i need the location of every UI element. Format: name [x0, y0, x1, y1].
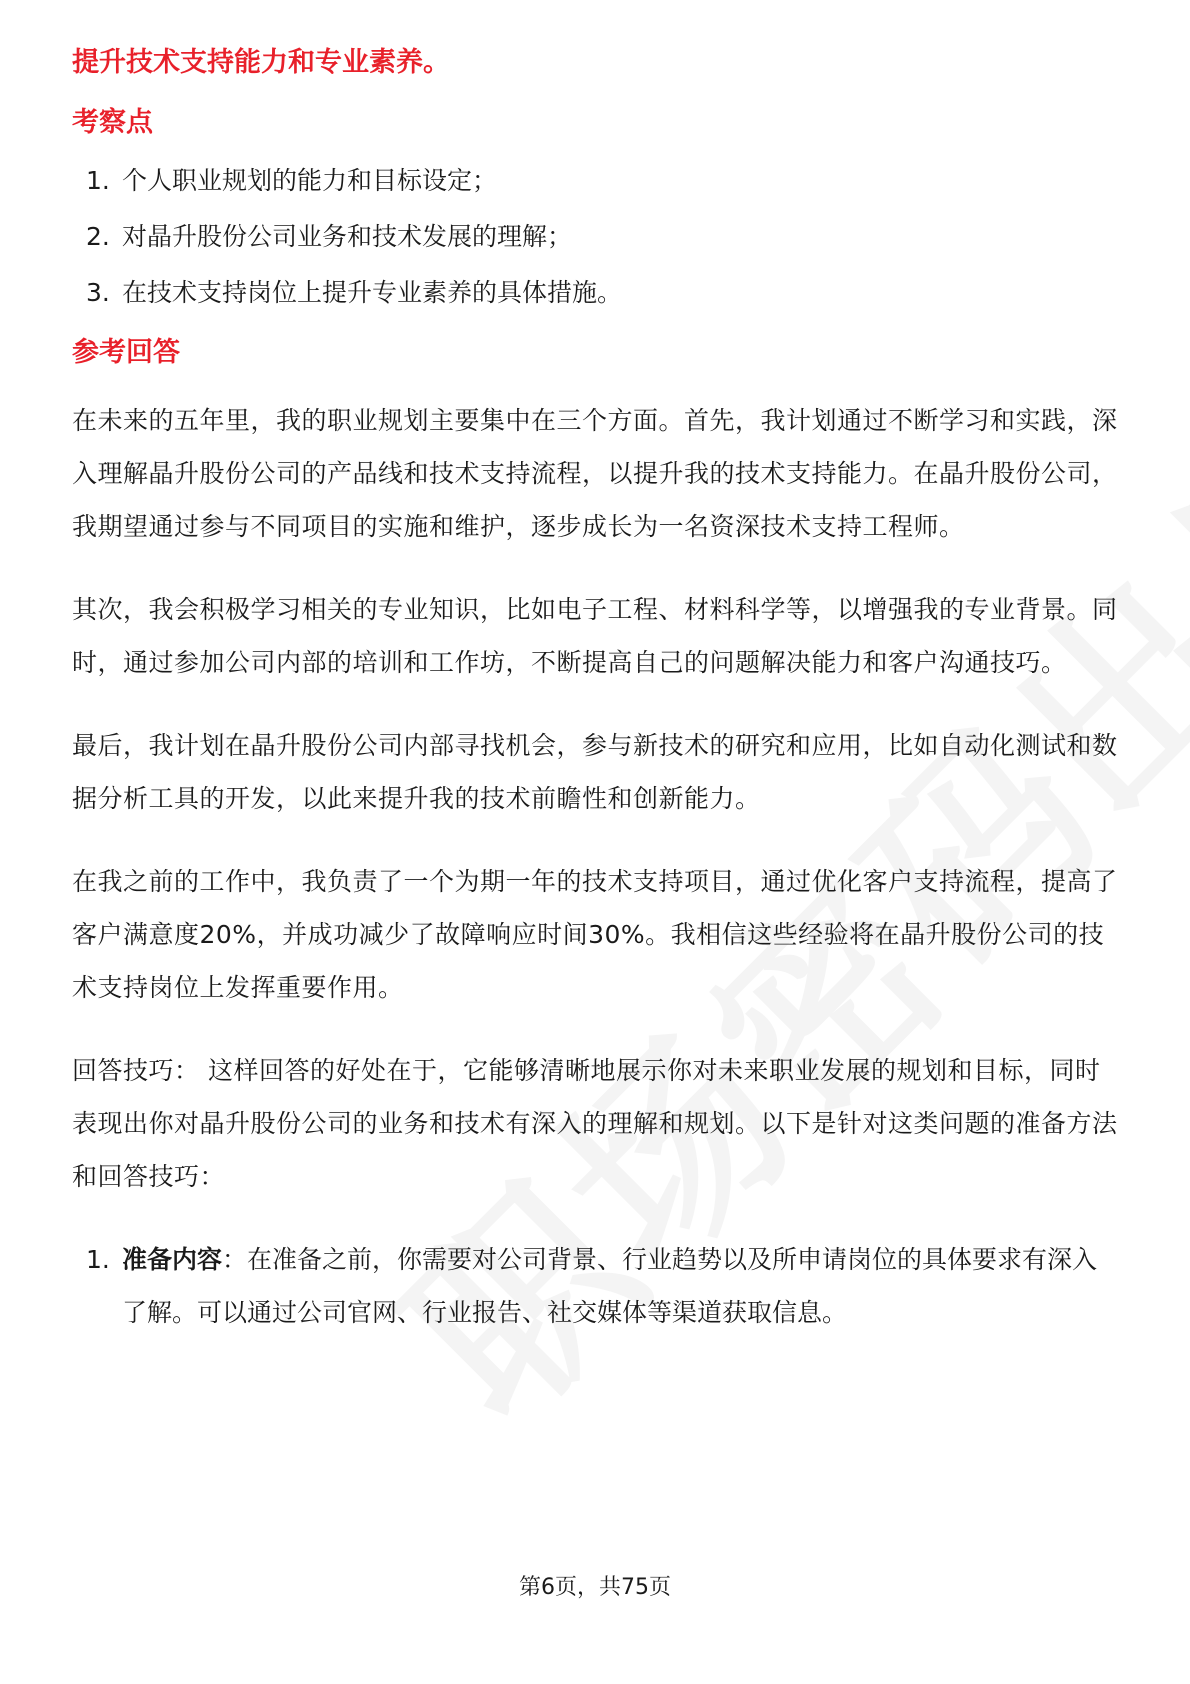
- tip-label: 准备内容: [122, 1245, 223, 1274]
- page-footer: 第6页，共75页: [519, 1575, 671, 1600]
- list-number: 3.: [86, 278, 110, 307]
- heading-points: 考察点: [72, 107, 153, 138]
- heading-answer: 参考回答: [72, 337, 180, 368]
- list-number: 1.: [86, 1245, 110, 1274]
- list-item: [72, 1233, 1122, 1339]
- answer-tips-paragraph: 回答技巧： 这样回答的好处在于，它能够清晰地展示你对未来职业发展的规划和目标，同时表现出你对晶升股份公司的业务和技术有深入的理解和规划。以下是针对这类问题的准备方法和回答技巧：: [72, 1056, 1118, 1191]
- list-item-text: 在技术支持岗位上提升专业素养的具体措施。: [122, 278, 623, 307]
- answer-paragraph: 在未来的五年里，我的职业规划主要集中在三个方面。首先，我计划通过不断学习和实践，深入理解晶升股份公司的产品线和技术支持流程，以提升我的技术支持能力。在晶升股份公司，我期望通过参与不同项目的实施和维护，逐步成长为一名资深技术支持工程师。: [72, 406, 1118, 541]
- answer-paragraph: 在我之前的工作中，我负责了一个为期一年的技术支持项目，通过优化客户支持流程，提高了客户满意度20%，并成功减少了故障响应时间30%。我相信这些经验将在晶升股份公司的技术支持岗位上发挥重要作用。: [72, 867, 1118, 1002]
- list-item-text: 对晶升股份公司业务和技术发展的理解；: [122, 222, 573, 251]
- answer-paragraph: 最后，我计划在晶升股份公司内部寻找机会，参与新技术的研究和应用，比如自动化测试和数据分析工具的开发，以此来提升我的技术前瞻性和创新能力。: [72, 731, 1118, 813]
- list-number: 2.: [86, 222, 110, 251]
- document-page: [72, 44, 1122, 1339]
- list-item: [72, 164, 1122, 198]
- tips-list: [72, 1233, 1122, 1339]
- tip-text: ：在准备之前，你需要对公司背景、行业趋势以及所申请岗位的具体要求有深入了解。可以通过公司官网、行业报告、社交媒体等渠道获取信息。: [122, 1245, 1098, 1327]
- list-item: [72, 276, 1122, 310]
- continued-line: 提升技术支持能力和专业素养。: [72, 47, 450, 78]
- points-list: [72, 164, 1122, 310]
- list-item: [72, 220, 1122, 254]
- list-item-text: 个人职业规划的能力和目标设定；: [122, 166, 498, 195]
- answer-paragraph: 其次，我会积极学习相关的专业知识，比如电子工程、材料科学等，以增强我的专业背景。同时，通过参加公司内部的培训和工作坊，不断提高自己的问题解决能力和客户沟通技巧。: [72, 595, 1118, 677]
- list-number: 1.: [86, 166, 110, 195]
